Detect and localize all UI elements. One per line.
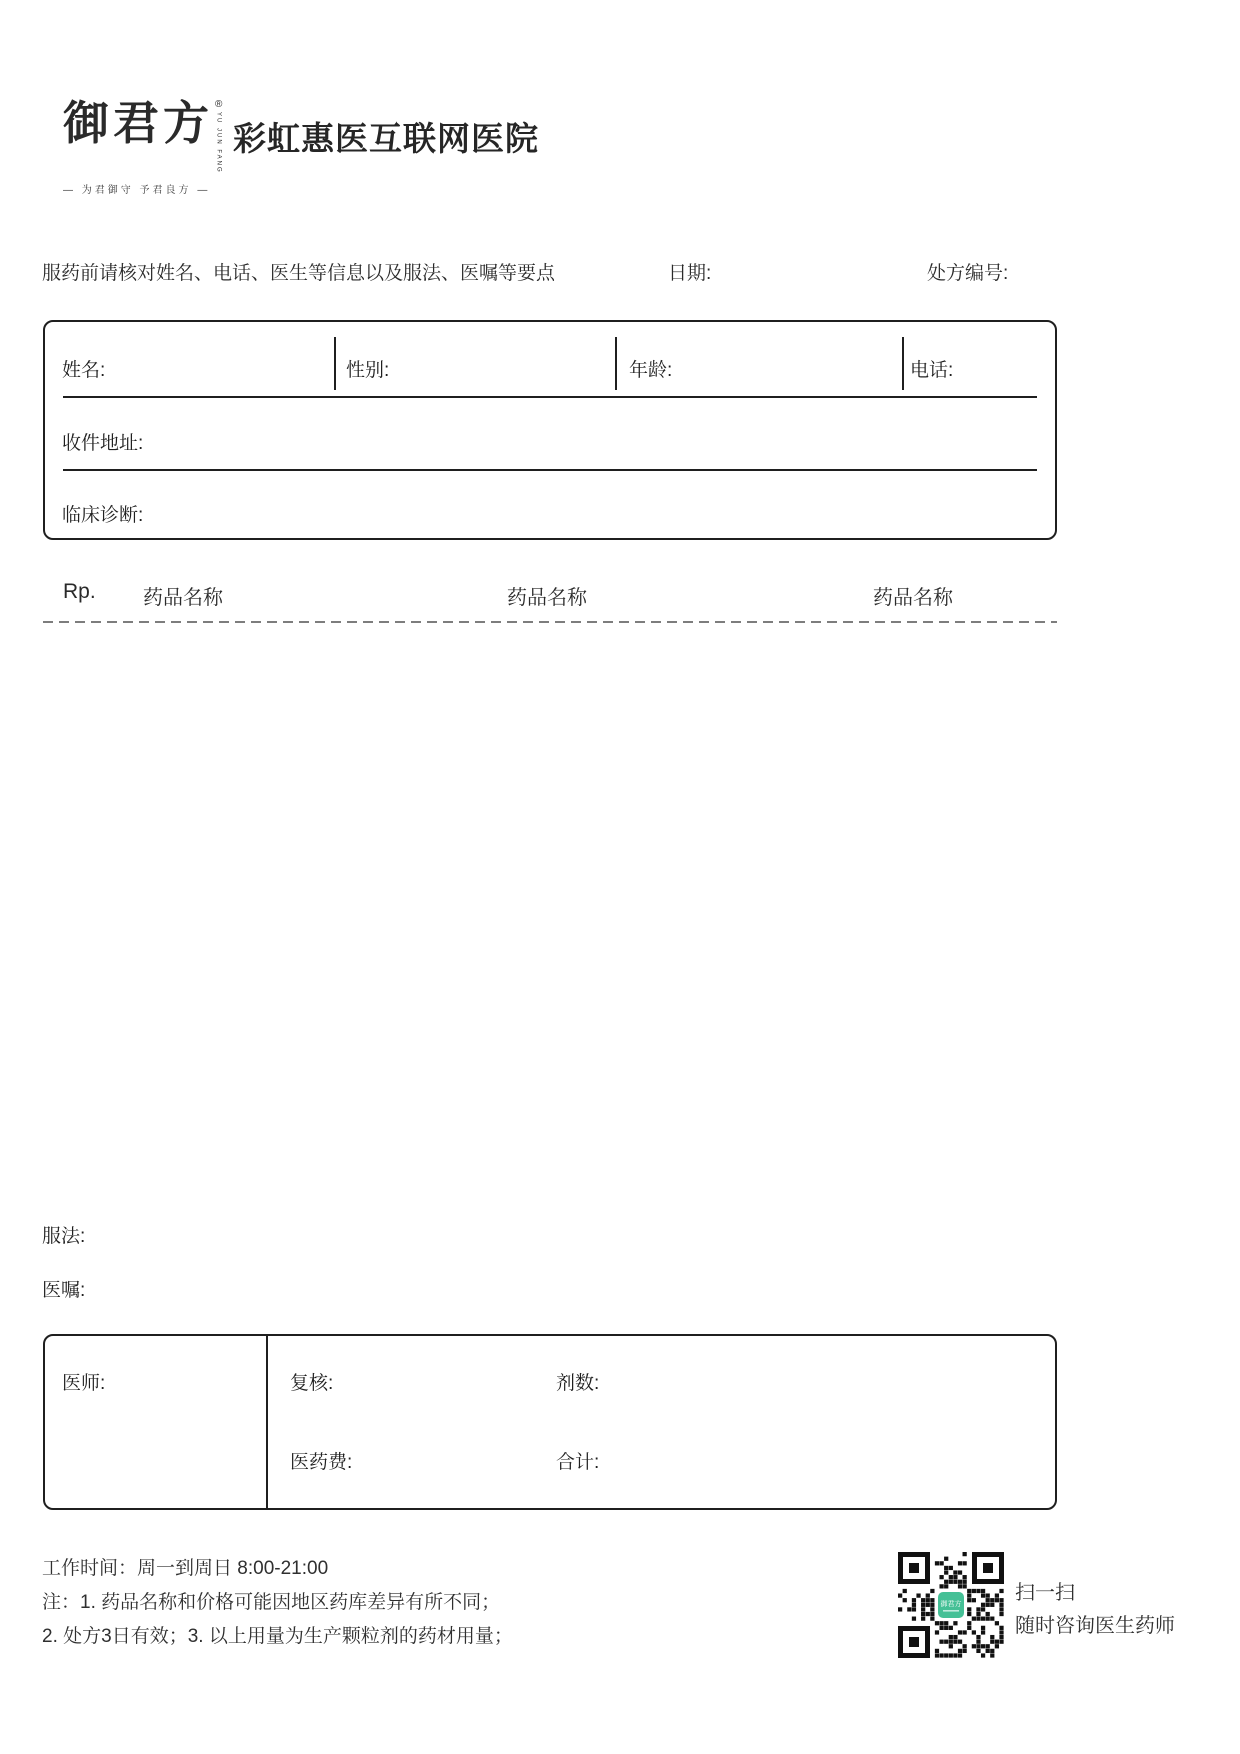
date-label: 日期: [668,263,712,284]
registered-mark: ® [215,99,223,110]
drug-name-column-3: 药品名称 [873,587,953,609]
scan-subtitle: 随时咨询医生药师 [1015,1615,1175,1637]
footer-note-2: 2. 处方3日有效；3. 以上用量为生产颗粒剂的药材用量； [42,1626,513,1647]
drug-name-column-1: 药品名称 [143,587,223,609]
fee-field-label: 医药费: [290,1452,353,1473]
patient-box-divider-2 [63,469,1037,471]
address-field-label: 收件地址: [62,433,144,454]
working-hours: 工作时间：周一到周日 8:00-21:00 [42,1558,329,1579]
brand-logo [63,96,223,196]
usage-method-label: 服法: [42,1226,86,1247]
doses-field-label: 剂数: [556,1373,600,1394]
column-divider-1 [334,337,336,390]
doctor-advice-label: 医嘱: [42,1280,86,1301]
review-field-label: 复核: [290,1373,334,1394]
physician-field-label: 医师: [62,1373,106,1394]
brand-logo-marks [215,100,222,174]
qr-code-image [898,1552,1004,1658]
summary-box-divider [266,1336,268,1508]
total-field-label: 合计: [556,1452,600,1473]
brand-tagline: — 为君御守 予君良方 — [63,184,211,196]
summary-box [43,1334,1057,1510]
rp-label: Rp. [63,580,96,603]
patient-box-divider-1 [63,396,1037,398]
patient-info-box [43,320,1057,540]
brand-logo-romanized: YU JUN FANG [215,112,222,174]
column-divider-3 [902,337,904,390]
footer-note-1: 注：1. 药品名称和价格可能因地区药库差异有所不同； [42,1592,501,1613]
hospital-title: 彩虹惠医互联网医院 [233,120,539,157]
prescription-number-label: 处方编号: [927,263,1009,284]
qr-center-text: 御君方 [940,1601,962,1608]
drug-name-column-2: 药品名称 [507,587,587,609]
verification-notice: 服药前请核对姓名、电话、医生等信息以及服法、医嘱等要点 [42,263,556,284]
gender-field-label: 性别: [346,360,390,381]
dashed-separator [43,621,1057,623]
column-divider-2 [615,337,617,390]
scan-title: 扫一扫 [1015,1582,1075,1604]
age-field-label: 年龄: [629,360,673,381]
name-field-label: 姓名: [62,360,106,381]
brand-logo-text: 御君方 [63,96,213,150]
diagnosis-field-label: 临床诊断: [62,505,144,526]
phone-field-label: 电话: [910,360,954,381]
